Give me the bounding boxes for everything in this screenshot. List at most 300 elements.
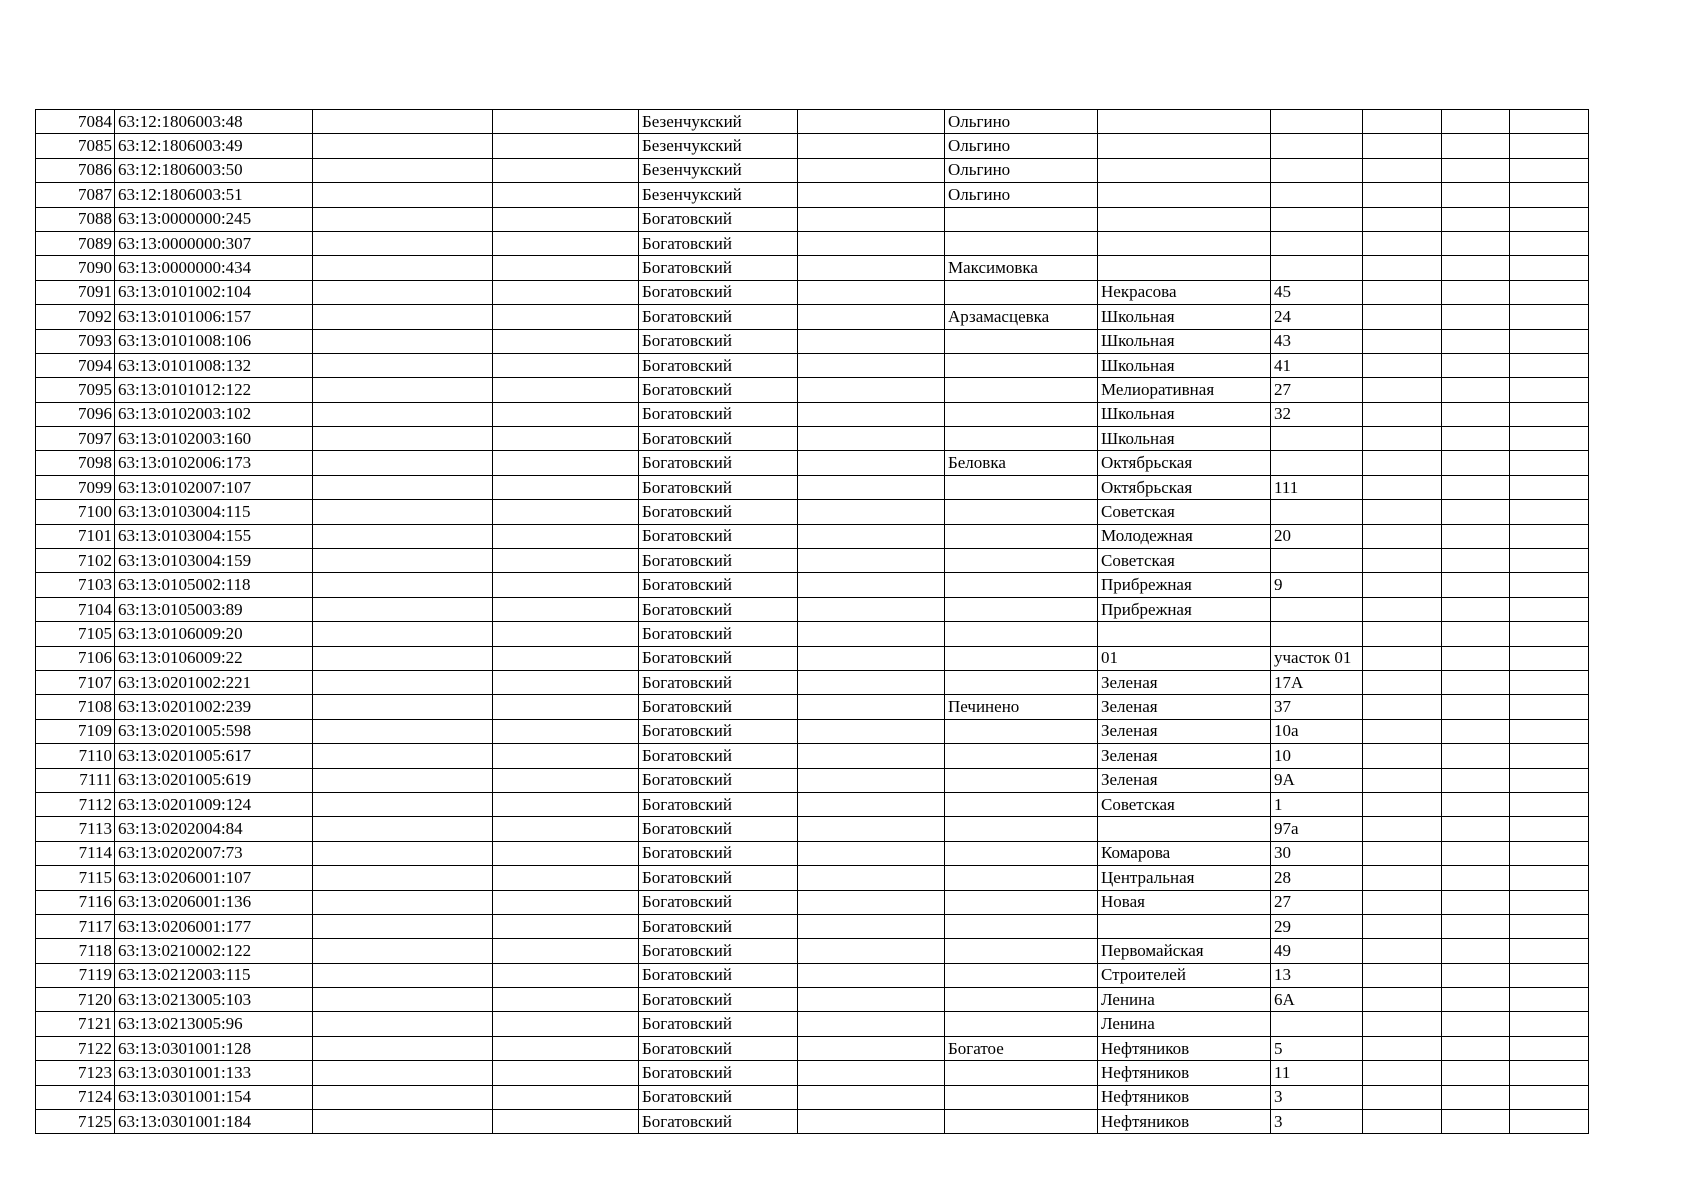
cell-row-number: 7098: [36, 451, 115, 475]
cell-col-4: [493, 475, 639, 499]
cell-col-11: [1442, 183, 1510, 207]
cell-col-4: [493, 866, 639, 890]
cell-cadastral-number: 63:13:0210002:122: [115, 939, 313, 963]
cell-street: Центральная: [1098, 866, 1271, 890]
cell-row-number: 7095: [36, 378, 115, 402]
cell-locality: Ольгино: [945, 158, 1098, 182]
cell-col-10: [1363, 524, 1442, 548]
cell-cadastral-number: 63:13:0101006:157: [115, 305, 313, 329]
cell-col-3: [313, 500, 493, 524]
cell-district: Безенчукский: [639, 183, 798, 207]
cell-locality: [945, 378, 1098, 402]
cell-col-6: [798, 866, 945, 890]
cell-street: [1098, 231, 1271, 255]
cell-row-number: 7122: [36, 1036, 115, 1060]
cell-locality: [945, 1110, 1098, 1134]
cell-row-number: 7085: [36, 134, 115, 158]
table-row: [36, 622, 1589, 646]
cell-col-3: [313, 256, 493, 280]
cell-locality: [945, 817, 1098, 841]
cell-district: Богатовский: [639, 1061, 798, 1085]
cell-col-4: [493, 890, 639, 914]
cell-district: Богатовский: [639, 939, 798, 963]
cell-col-11: [1442, 1110, 1510, 1134]
cell-col-4: [493, 1061, 639, 1085]
table-row: [36, 866, 1589, 890]
cell-col-4: [493, 110, 639, 134]
cell-locality: Ольгино: [945, 110, 1098, 134]
cell-col-4: [493, 914, 639, 938]
cell-cadastral-number: 63:13:0103004:155: [115, 524, 313, 548]
cell-street: Нефтяников: [1098, 1110, 1271, 1134]
cell-col-6: [798, 378, 945, 402]
table-row: [36, 646, 1589, 670]
cell-cadastral-number: 63:12:1806003:50: [115, 158, 313, 182]
cell-col-3: [313, 549, 493, 573]
cell-locality: [945, 475, 1098, 499]
cell-locality: [945, 524, 1098, 548]
cell-col-12: [1510, 939, 1589, 963]
cell-row-number: 7096: [36, 402, 115, 426]
cell-house-number: 29: [1271, 914, 1363, 938]
table-row: [36, 207, 1589, 231]
cell-col-11: [1442, 866, 1510, 890]
cell-col-6: [798, 280, 945, 304]
cell-col-6: [798, 597, 945, 621]
cell-locality: Ольгино: [945, 183, 1098, 207]
cell-col-12: [1510, 110, 1589, 134]
cell-cadastral-number: 63:12:1806003:49: [115, 134, 313, 158]
cell-locality: [945, 866, 1098, 890]
cell-col-4: [493, 792, 639, 816]
table-row: [36, 597, 1589, 621]
table-row: [36, 719, 1589, 743]
cell-col-4: [493, 402, 639, 426]
cell-house-number: 9А: [1271, 768, 1363, 792]
cell-street: Некрасова: [1098, 280, 1271, 304]
cell-house-number: 37: [1271, 695, 1363, 719]
cell-col-6: [798, 890, 945, 914]
cell-col-10: [1363, 231, 1442, 255]
cell-col-11: [1442, 597, 1510, 621]
cell-col-12: [1510, 573, 1589, 597]
cell-col-11: [1442, 158, 1510, 182]
cell-cadastral-number: 63:13:0103004:159: [115, 549, 313, 573]
cell-district: Богатовский: [639, 475, 798, 499]
cell-cadastral-number: 63:13:0105003:89: [115, 597, 313, 621]
cell-col-6: [798, 1012, 945, 1036]
cell-locality: [945, 792, 1098, 816]
cell-col-10: [1363, 280, 1442, 304]
cell-locality: [945, 597, 1098, 621]
cell-district: Богатовский: [639, 329, 798, 353]
cell-row-number: 7105: [36, 622, 115, 646]
cell-row-number: 7084: [36, 110, 115, 134]
cell-house-number: [1271, 500, 1363, 524]
cell-col-11: [1442, 231, 1510, 255]
cell-house-number: 43: [1271, 329, 1363, 353]
cell-col-3: [313, 573, 493, 597]
cell-col-11: [1442, 451, 1510, 475]
cell-row-number: 7097: [36, 427, 115, 451]
table-body: [36, 110, 1589, 1134]
cell-locality: [945, 890, 1098, 914]
cell-col-4: [493, 305, 639, 329]
table-row: [36, 573, 1589, 597]
table-row: [36, 183, 1589, 207]
cell-col-11: [1442, 1036, 1510, 1060]
table-row: [36, 427, 1589, 451]
cell-col-3: [313, 914, 493, 938]
cell-district: Богатовский: [639, 841, 798, 865]
cell-col-12: [1510, 744, 1589, 768]
cell-col-11: [1442, 1012, 1510, 1036]
cell-col-3: [313, 670, 493, 694]
cell-col-10: [1363, 890, 1442, 914]
cell-col-12: [1510, 427, 1589, 451]
cell-col-10: [1363, 1110, 1442, 1134]
cell-col-3: [313, 427, 493, 451]
cell-col-11: [1442, 646, 1510, 670]
cell-col-12: [1510, 524, 1589, 548]
cell-street: Мелиоративная: [1098, 378, 1271, 402]
cell-district: Богатовский: [639, 792, 798, 816]
cell-locality: [945, 280, 1098, 304]
cell-col-10: [1363, 549, 1442, 573]
cell-row-number: 7110: [36, 744, 115, 768]
table-row: [36, 402, 1589, 426]
cell-col-12: [1510, 475, 1589, 499]
cell-col-3: [313, 110, 493, 134]
cell-col-10: [1363, 1085, 1442, 1109]
cell-col-12: [1510, 841, 1589, 865]
cell-col-11: [1442, 695, 1510, 719]
table-row: [36, 451, 1589, 475]
table-row: [36, 1012, 1589, 1036]
cell-col-10: [1363, 841, 1442, 865]
cell-col-6: [798, 670, 945, 694]
cell-col-6: [798, 1061, 945, 1085]
cell-district: Богатовский: [639, 451, 798, 475]
cell-col-6: [798, 817, 945, 841]
cell-col-6: [798, 1036, 945, 1060]
cell-col-12: [1510, 914, 1589, 938]
cell-col-11: [1442, 768, 1510, 792]
cell-cadastral-number: 63:13:0103004:115: [115, 500, 313, 524]
cell-street: [1098, 134, 1271, 158]
cell-col-10: [1363, 207, 1442, 231]
cell-locality: [945, 207, 1098, 231]
cell-col-12: [1510, 622, 1589, 646]
cell-col-3: [313, 183, 493, 207]
cell-col-3: [313, 524, 493, 548]
cell-col-11: [1442, 963, 1510, 987]
cell-col-4: [493, 939, 639, 963]
cell-district: Безенчукский: [639, 134, 798, 158]
cell-col-3: [313, 597, 493, 621]
cell-col-3: [313, 1085, 493, 1109]
cell-col-12: [1510, 378, 1589, 402]
cell-street: Прибрежная: [1098, 573, 1271, 597]
cell-cadastral-number: 63:13:0301001:128: [115, 1036, 313, 1060]
cell-col-11: [1442, 914, 1510, 938]
cell-col-11: [1442, 670, 1510, 694]
cell-house-number: 30: [1271, 841, 1363, 865]
cell-house-number: [1271, 622, 1363, 646]
cell-col-11: [1442, 256, 1510, 280]
cell-district: Богатовский: [639, 1036, 798, 1060]
cell-col-6: [798, 549, 945, 573]
cell-house-number: 11: [1271, 1061, 1363, 1085]
cell-col-3: [313, 841, 493, 865]
cell-col-3: [313, 890, 493, 914]
cell-col-3: [313, 305, 493, 329]
cell-col-12: [1510, 866, 1589, 890]
cell-col-12: [1510, 597, 1589, 621]
table-row: [36, 695, 1589, 719]
cell-col-4: [493, 841, 639, 865]
cell-locality: Максимовка: [945, 256, 1098, 280]
cell-col-12: [1510, 183, 1589, 207]
cell-col-11: [1442, 329, 1510, 353]
cell-locality: [945, 988, 1098, 1012]
table-row: [36, 1110, 1589, 1134]
table-row: [36, 841, 1589, 865]
cell-house-number: 10: [1271, 744, 1363, 768]
table-row: [36, 817, 1589, 841]
cell-house-number: [1271, 134, 1363, 158]
cell-district: Богатовский: [639, 670, 798, 694]
cell-row-number: 7121: [36, 1012, 115, 1036]
cell-district: Богатовский: [639, 1110, 798, 1134]
cell-col-3: [313, 719, 493, 743]
cell-row-number: 7106: [36, 646, 115, 670]
cell-row-number: 7104: [36, 597, 115, 621]
cell-col-6: [798, 622, 945, 646]
cell-district: Богатовский: [639, 1085, 798, 1109]
cell-col-12: [1510, 1085, 1589, 1109]
cell-cadastral-number: 63:13:0106009:22: [115, 646, 313, 670]
cell-cadastral-number: 63:13:0301001:133: [115, 1061, 313, 1085]
table-row: [36, 768, 1589, 792]
cell-locality: [945, 768, 1098, 792]
cell-col-11: [1442, 1061, 1510, 1085]
cell-col-4: [493, 207, 639, 231]
cell-col-6: [798, 353, 945, 377]
cell-col-3: [313, 695, 493, 719]
cell-house-number: 5: [1271, 1036, 1363, 1060]
cell-district: Богатовский: [639, 744, 798, 768]
cell-row-number: 7088: [36, 207, 115, 231]
cell-col-11: [1442, 939, 1510, 963]
cell-col-4: [493, 158, 639, 182]
table-row: [36, 280, 1589, 304]
table-row: [36, 1036, 1589, 1060]
cell-street: [1098, 110, 1271, 134]
cell-col-12: [1510, 500, 1589, 524]
cell-cadastral-number: 63:12:1806003:48: [115, 110, 313, 134]
cell-col-10: [1363, 402, 1442, 426]
cell-cadastral-number: 63:13:0101008:132: [115, 353, 313, 377]
cell-street: [1098, 256, 1271, 280]
cell-row-number: 7099: [36, 475, 115, 499]
cell-house-number: 20: [1271, 524, 1363, 548]
cell-cadastral-number: 63:13:0000000:307: [115, 231, 313, 255]
cell-col-11: [1442, 475, 1510, 499]
cell-street: Советская: [1098, 792, 1271, 816]
cell-col-4: [493, 768, 639, 792]
cell-house-number: 49: [1271, 939, 1363, 963]
cell-house-number: 3: [1271, 1085, 1363, 1109]
cell-district: Богатовский: [639, 500, 798, 524]
cell-house-number: [1271, 207, 1363, 231]
cell-cadastral-number: 63:13:0213005:103: [115, 988, 313, 1012]
cell-col-11: [1442, 134, 1510, 158]
cell-col-12: [1510, 402, 1589, 426]
cell-col-11: [1442, 549, 1510, 573]
cell-cadastral-number: 63:13:0212003:115: [115, 963, 313, 987]
cell-district: Богатовский: [639, 524, 798, 548]
cell-house-number: 9: [1271, 573, 1363, 597]
cell-col-6: [798, 427, 945, 451]
cell-street: [1098, 183, 1271, 207]
cell-col-10: [1363, 353, 1442, 377]
cell-col-10: [1363, 183, 1442, 207]
table-row: [36, 1085, 1589, 1109]
cell-row-number: 7102: [36, 549, 115, 573]
cell-street: Нефтяников: [1098, 1085, 1271, 1109]
cell-locality: Арзамасцевка: [945, 305, 1098, 329]
cell-locality: [945, 231, 1098, 255]
cell-col-11: [1442, 1085, 1510, 1109]
cell-col-6: [798, 451, 945, 475]
cell-col-4: [493, 231, 639, 255]
cell-house-number: 13: [1271, 963, 1363, 987]
cell-row-number: 7108: [36, 695, 115, 719]
cell-col-10: [1363, 939, 1442, 963]
cell-locality: [945, 500, 1098, 524]
cell-col-11: [1442, 427, 1510, 451]
cell-col-4: [493, 670, 639, 694]
cell-col-6: [798, 134, 945, 158]
cell-district: Богатовский: [639, 817, 798, 841]
cell-row-number: 7112: [36, 792, 115, 816]
cell-col-6: [798, 646, 945, 670]
cell-cadastral-number: 63:13:0202004:84: [115, 817, 313, 841]
cell-col-6: [798, 524, 945, 548]
cell-district: Богатовский: [639, 1012, 798, 1036]
cell-cadastral-number: 63:13:0000000:245: [115, 207, 313, 231]
cell-col-11: [1442, 378, 1510, 402]
cell-col-12: [1510, 1110, 1589, 1134]
table-row: [36, 158, 1589, 182]
cell-col-12: [1510, 280, 1589, 304]
cell-district: Богатовский: [639, 622, 798, 646]
cell-house-number: 1: [1271, 792, 1363, 816]
cell-col-12: [1510, 256, 1589, 280]
cell-street: Зеленая: [1098, 719, 1271, 743]
cell-row-number: 7111: [36, 768, 115, 792]
cell-locality: [945, 646, 1098, 670]
cell-district: Богатовский: [639, 890, 798, 914]
table-row: [36, 963, 1589, 987]
cell-col-6: [798, 475, 945, 499]
cell-col-11: [1442, 744, 1510, 768]
cell-col-6: [798, 231, 945, 255]
cell-col-11: [1442, 500, 1510, 524]
cell-col-6: [798, 305, 945, 329]
cell-district: Богатовский: [639, 963, 798, 987]
cell-col-12: [1510, 451, 1589, 475]
cell-house-number: [1271, 231, 1363, 255]
cell-locality: [945, 841, 1098, 865]
cell-district: Богатовский: [639, 305, 798, 329]
cell-row-number: 7109: [36, 719, 115, 743]
cell-row-number: 7118: [36, 939, 115, 963]
cell-col-3: [313, 1061, 493, 1085]
cell-col-12: [1510, 231, 1589, 255]
cell-col-12: [1510, 1036, 1589, 1060]
cell-locality: [945, 549, 1098, 573]
cell-locality: [945, 744, 1098, 768]
cell-col-12: [1510, 890, 1589, 914]
cell-col-3: [313, 451, 493, 475]
cell-col-10: [1363, 1061, 1442, 1085]
cell-locality: [945, 1085, 1098, 1109]
cell-col-3: [313, 134, 493, 158]
cell-row-number: 7107: [36, 670, 115, 694]
cell-district: Безенчукский: [639, 158, 798, 182]
cell-col-4: [493, 963, 639, 987]
cell-col-11: [1442, 353, 1510, 377]
table-row: [36, 549, 1589, 573]
cell-col-12: [1510, 792, 1589, 816]
cell-col-10: [1363, 695, 1442, 719]
cell-col-4: [493, 573, 639, 597]
cell-street: Комарова: [1098, 841, 1271, 865]
cell-street: [1098, 622, 1271, 646]
cell-row-number: 7119: [36, 963, 115, 987]
cell-house-number: [1271, 427, 1363, 451]
cell-col-12: [1510, 988, 1589, 1012]
cell-col-10: [1363, 866, 1442, 890]
table-row: [36, 353, 1589, 377]
cell-col-4: [493, 353, 639, 377]
cell-col-10: [1363, 500, 1442, 524]
cell-col-6: [798, 573, 945, 597]
table-row: [36, 305, 1589, 329]
cell-street: Школьная: [1098, 402, 1271, 426]
cell-col-12: [1510, 963, 1589, 987]
cell-row-number: 7113: [36, 817, 115, 841]
cell-row-number: 7125: [36, 1110, 115, 1134]
cell-district: Богатовский: [639, 207, 798, 231]
cell-col-4: [493, 451, 639, 475]
cell-locality: Богатое: [945, 1036, 1098, 1060]
cell-col-3: [313, 475, 493, 499]
cell-col-3: [313, 817, 493, 841]
cell-locality: Беловка: [945, 451, 1098, 475]
cell-cadastral-number: 63:13:0101008:106: [115, 329, 313, 353]
cell-col-10: [1363, 914, 1442, 938]
cell-col-12: [1510, 768, 1589, 792]
cell-house-number: [1271, 451, 1363, 475]
table-row: [36, 1061, 1589, 1085]
cell-locality: [945, 353, 1098, 377]
cell-col-4: [493, 329, 639, 353]
cell-locality: [945, 622, 1098, 646]
cell-street: Зеленая: [1098, 670, 1271, 694]
